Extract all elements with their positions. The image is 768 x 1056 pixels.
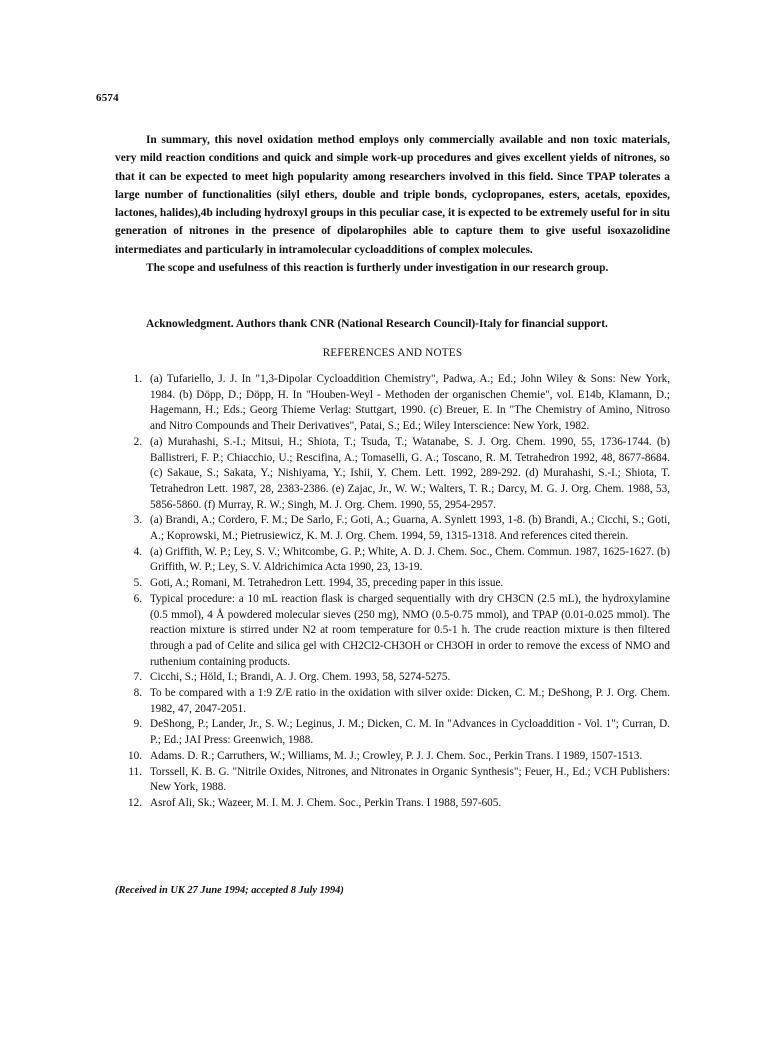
reference-text: (a) Brandi, A.; Cordero, F. M.; De Sarlo, F.; Goti, A.; Guarna, A. Synlett 1993, 1-8. (b) Brandi, A.; Cicchi, S.; Goti, A.; Koprowski, M.; Pietrusiewicz, K. M. J. Org. Chem. 1994, 59, 1315-1318. And references cited therein. <box>150 514 670 543</box>
received-dates: (Received in UK 27 June 1994; accepted 8 July 1994) <box>115 885 344 896</box>
reference-text: DeShong, P.; Lander, Jr., S. W.; Leginus, J. M.; Dicken, C. M. In "Advances in Cycloaddition - Vol. 1"; Curran, D. P.; Ed.; JAI Press: Greenwich, 1988. <box>150 718 670 747</box>
scope-paragraph: The scope and usefulness of this reaction is furtherly under investigation in our research group. <box>146 262 609 275</box>
reference-item <box>115 686 670 717</box>
references-list <box>115 372 670 812</box>
reference-number: 10. <box>128 749 142 762</box>
summary-paragraph: In summary, this novel oxidation method employs only commercially available and non toxic materials, very mild reaction conditions and quick and simple work-up procedures and gives excellent yields of nitrones, so that it can be expected to meet high popularity among researchers involved in this field. Since TPAP tolerates a large number of functionalities (silyl ethers, double and triple bonds, cyclopropanes, esters, acetals, epoxides, lactones, halides),4b including hydroxyl groups in this peculiar case, it is expected to be extremely useful for in situ generation of nitrones in the presence of dipolarophiles able to capture them to give useful isoxazolidine intermediates and particularly in intramolecular cycloadditions of complex molecules. <box>115 134 670 256</box>
acknowledgment-lead: Acknowledgment. <box>146 318 234 330</box>
reference-text: Cicchi, S.; Höld, I.; Brandi, A. J. Org. Chem. 1993, 58, 5274-5275. <box>150 671 451 684</box>
reference-number: 11. <box>128 765 142 778</box>
reference-number: 3. <box>133 514 142 527</box>
reference-item <box>115 513 670 544</box>
reference-number: 5. <box>133 577 142 590</box>
acknowledgment <box>146 318 670 330</box>
reference-text: Goti, A.; Romani, M. Tetrahedron Lett. 1994, 35, preceding paper in this issue. <box>150 577 504 590</box>
reference-text: Torssell, K. B. G. "Nitrile Oxides, Nitrones, and Nitronates in Organic Synthesis"; Feuer, H., Ed.; VCH Publishers: New York, 1988. <box>150 765 670 794</box>
reference-text: (a) Tufariello, J. J. In "1,3-Dipolar Cycloaddition Chemistry", Padwa, A.; Ed.; John Wiley & Sons: New York, 1984. (b) Döpp, D.; Döpp, H. In "Houben-Weyl - Methoden der organischen Chemie", vol. E14b, Klamann, D.; Hagemann, H.; Eds.; Georg Thieme Verlag: Stuttgart, 1990. (c) Breuer, E. In "The Chemistry of Amino, Nitroso and Nitro Compounds and Their Derivatives", Patai, S.; Ed.; Wiley Interscience: New York, 1982. <box>150 373 670 433</box>
reference-text: To be compared with a 1:9 Z/E ratio in the oxidation with silver oxide: Dicken, C. M.; DeShong, P. J. Org. Chem. 1982, 47, 2047-2051. <box>150 687 670 715</box>
reference-item <box>115 796 670 812</box>
reference-item <box>115 765 670 796</box>
reference-item <box>115 592 670 671</box>
reference-number: 6. <box>133 592 142 605</box>
reference-item <box>115 717 670 748</box>
reference-text: (a) Murahashi, S.-I.; Mitsui, H.; Shiota, T.; Tsuda, T.; Watanabe, S. J. Org. Chem. 1990, 55, 1736-1744. (b) Ballistreri, F. P.; Chiacchio, U.; Rescifina, A.; Tomaselli, G. A.; Toscano, R. M. Tetrahedron 1992, 48, 8677-8684. (c) Sakaue, S.; Sakata, Y.; Nishiyama, Y.; Ishii, Y. Chem. Lett. 1992, 289-292. (d) Murahashi, S.-I.; Shiota, T. Tetrahedron Lett. 1987, 28, 2383-2386. (e) Zajac, Jr., W. W.; Walters, T. R.; Darcy, M. G. J. Org. Chem. 1988, 53, 5856-5860. (f) Murray, R. W.; Singh, M. J. Org. Chem. 1990, 55, 2954-2957. <box>150 435 670 511</box>
reference-item <box>115 576 670 592</box>
reference-number: 8. <box>133 687 142 700</box>
reference-item <box>115 435 670 514</box>
reference-text: Typical procedure: a 10 mL reaction flask is charged sequentially with dry CH3CN (2.5 mL), the hydroxylamine (0.5 mmol), 4 Å powdered molecular sieves (250 mg), NMO (0.5-0.75 mmol), and TPAP (0.01-0.025 mmol). The reaction mixture is stirred under N2 at room temperature for 0.5-1 h. The crude reaction mixture is then filtered through a pad of Celite and silica gel with CH2Cl2-CH3OH or CH3OH in order to remove the excess of NMO and ruthenium containing products. <box>150 592 670 668</box>
references-heading: REFERENCES AND NOTES <box>322 347 463 359</box>
reference-item <box>115 670 670 686</box>
reference-text: Asrof Ali, Sk.; Wazeer, M. I. M. J. Chem. Soc., Perkin Trans. I 1988, 597-605. <box>150 796 502 809</box>
reference-item <box>115 749 670 765</box>
reference-item <box>115 545 670 576</box>
page-number: 6574 <box>96 92 119 104</box>
reference-number: 4. <box>133 545 142 558</box>
reference-item <box>115 372 670 435</box>
reference-text: Adams. D. R.; Carruthers, W.; Williams, M. J.; Crowley, P. J. J. Chem. Soc., Perkin Trans. I 1989, 1507-1513. <box>150 749 643 762</box>
reference-text: (a) Griffith, W. P.; Ley, S. V.; Whitcombe, G. P.; White, A. D. J. Chem. Soc., Chem. Commun. 1987, 1625-1627. (b) Griffith, W. P.; Ley, S. V. Aldrichimica Acta 1990, 23, 13-19. <box>150 545 670 574</box>
reference-number: 12. <box>128 796 142 809</box>
acknowledgment-text: Authors thank CNR (National Research Council)-Italy for financial support. <box>233 318 608 330</box>
reference-number: 9. <box>133 718 142 731</box>
conclusion-section <box>115 131 670 277</box>
reference-number: 1. <box>133 373 142 385</box>
reference-number: 2. <box>133 435 142 448</box>
reference-number: 7. <box>133 671 142 684</box>
